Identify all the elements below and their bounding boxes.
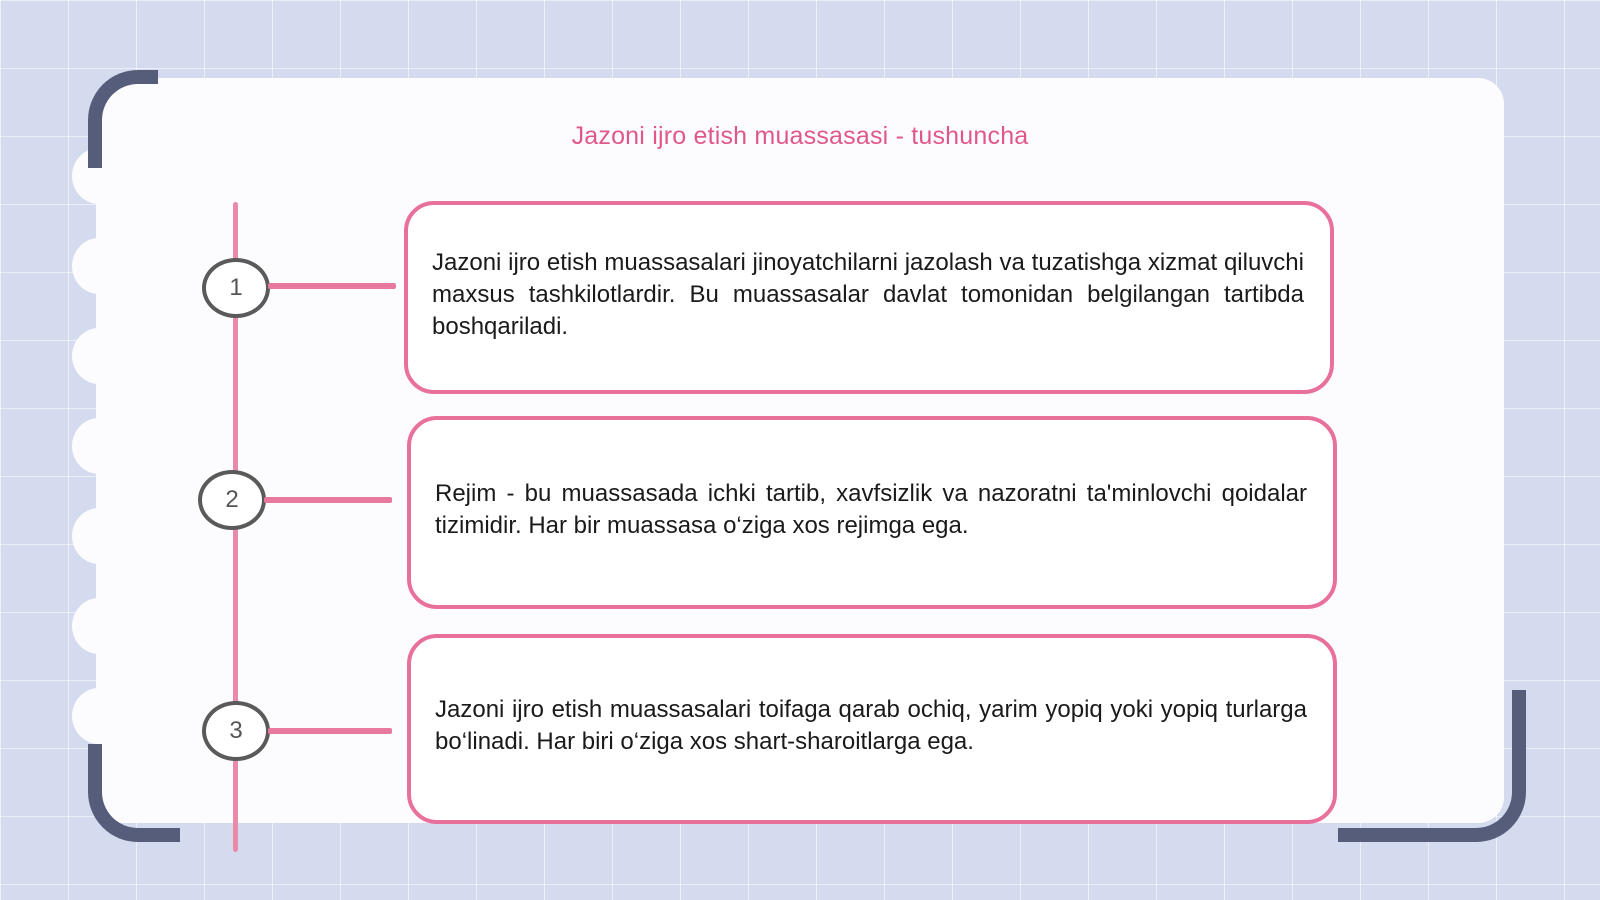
card-scallop: [72, 418, 126, 474]
step-box-3: [407, 634, 1337, 824]
frame-corner-top-left: [88, 70, 158, 168]
step-text-3: Jazoni ijro etish muassasalari toifaga qarab ochiq, yarim yopiq yoki yopiq turlarga bo‘linadi. Har biri o‘ziga xos shart-sharoitlarga ega.: [435, 696, 1307, 755]
frame-corner-bottom-left: [88, 744, 180, 842]
step-connector-1: [268, 283, 396, 289]
frame-corner-bottom-right: [1338, 690, 1526, 842]
card-scallop: [72, 688, 126, 744]
step-text-1: Jazoni ijro etish muassasalari jinoyatchilarni jazolash va tuzatishga xizmat qiluvchi maxsus tashkilotlardir. Bu muassasalar davlat tomonidan belgilangan tartibda boshqariladi.: [432, 248, 1304, 340]
step-connector-2: [264, 497, 392, 503]
step-number-2: 2: [198, 470, 266, 530]
step-number-3: 3: [202, 701, 270, 761]
card-scallop: [72, 598, 126, 654]
slide-title: Jazoni ijro etish muassasasi - tushuncha: [571, 122, 1029, 150]
step-box-2: [407, 416, 1337, 609]
step-connector-3: [268, 728, 392, 734]
card-scallop: [72, 508, 126, 564]
card-scallop: [72, 238, 126, 294]
step-number-1: 1: [202, 258, 270, 318]
step-box-1: [404, 201, 1334, 394]
card-scallop: [72, 328, 126, 384]
step-text-2: Rejim - bu muassasada ichki tartib, xavfsizlik va nazoratni ta'minlovchi qoidalar tizimidir. Har bir muassasa o‘ziga xos rejimga ega.: [435, 479, 1307, 539]
